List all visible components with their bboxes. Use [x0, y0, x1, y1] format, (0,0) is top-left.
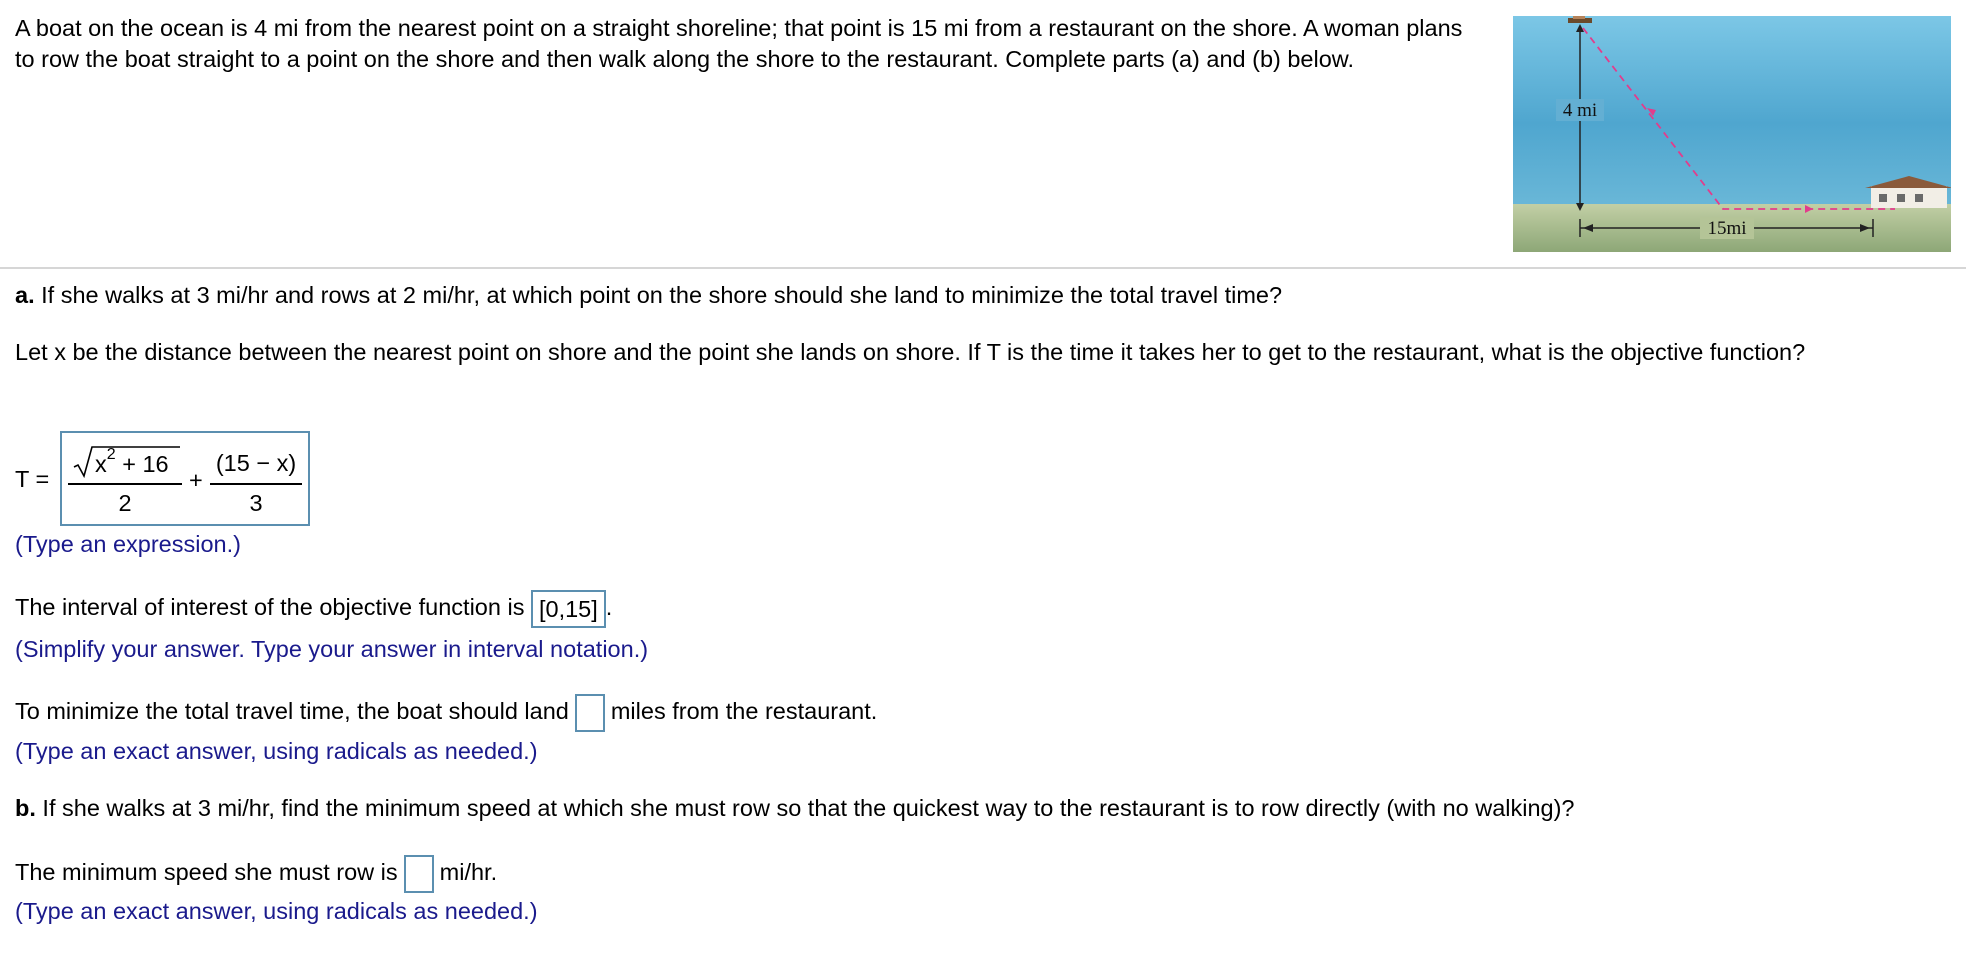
- part-a-label: a.: [15, 282, 35, 308]
- part-b-question-text: If she walks at 3 mi/hr, find the minimum speed at which she must row so that the quickest way to the restaurant is to row directly (with no walking)?: [42, 795, 1575, 821]
- minimize-prefix: To minimize the total travel time, the boat should land: [15, 698, 569, 725]
- interval-suffix: .: [605, 594, 613, 621]
- minimize-hint: (Type an exact answer, using radicals as needed.): [15, 738, 538, 764]
- problem-intro: A boat on the ocean is 4 mi from the nearest point on a straight shoreline; that point is 15 mi from a restaurant on the shore. A woman plans to row the boat straight to a point on the shore and then walk along the shore to the restaurant. Complete parts (a) and (b) below.: [15, 15, 1463, 72]
- speed-suffix: mi/hr.: [439, 859, 498, 886]
- part-b-question: [15, 795, 1575, 822]
- radicand: $x^2 + 16$: [95, 446, 169, 477]
- formula-hint: (Type an expression.): [15, 531, 241, 557]
- numerator-2: (15 − x): [215, 450, 297, 476]
- objective-function-answer[interactable]: [60, 431, 310, 526]
- minimize-suffix: miles from the restaurant.: [610, 698, 878, 725]
- plus-sign: +: [189, 467, 203, 493]
- speed-answer-field[interactable]: [404, 855, 434, 893]
- section-divider: [0, 267, 1966, 269]
- denominator-1: 2: [118, 490, 132, 516]
- minimize-row: [15, 694, 877, 732]
- part-a-setup: Let x be the distance between the nearest point on shore and the point she lands on shore. If T is the time it takes her to get to the restaurant, what is the objective function?: [15, 339, 1806, 365]
- horizontal-distance-label: 15mi: [1707, 218, 1747, 239]
- interval-hint: (Simplify your answer. Type your answer in interval notation.): [15, 636, 649, 662]
- denominator-2: 3: [249, 490, 263, 516]
- interval-answer-field[interactable]: [0,15]: [531, 590, 606, 628]
- interval-prefix: The interval of interest of the objective function is: [15, 594, 525, 621]
- fraction-bar-2: [210, 483, 302, 485]
- part-a-question-text: If she walks at 3 mi/hr and rows at 2 mi/hr, at which point on the shore should she land to minimize the total travel time?: [41, 282, 1283, 308]
- part-a-question: [15, 282, 1282, 309]
- fraction-bar-1: [68, 483, 182, 485]
- vertical-distance-label: 4 mi: [1562, 100, 1598, 121]
- minimize-answer-field[interactable]: [575, 694, 605, 732]
- speed-hint: (Type an exact answer, using radicals as needed.): [15, 898, 538, 924]
- interval-row: [15, 590, 612, 628]
- formula-lhs: T =: [15, 466, 50, 492]
- boat-shore-diagram: [1513, 16, 1951, 252]
- speed-row: [15, 855, 497, 893]
- speed-prefix: The minimum speed she must row is: [15, 859, 398, 886]
- part-b-label: b.: [15, 795, 36, 821]
- problem-figure: [1513, 16, 1951, 252]
